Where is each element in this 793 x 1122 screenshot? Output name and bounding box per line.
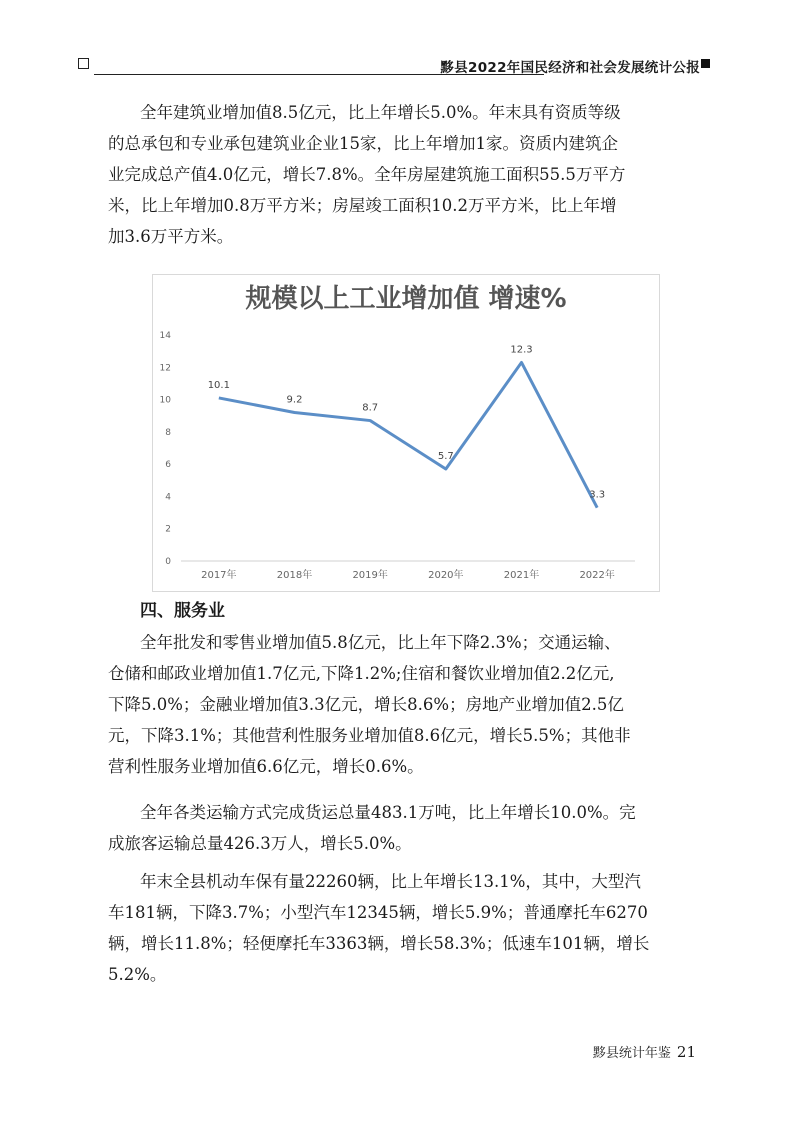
y-tick-label: 8 — [165, 427, 171, 438]
text-line: 5.2%。 — [108, 965, 167, 984]
paragraph-vehicles — [108, 866, 696, 990]
page-number: 21 — [676, 1043, 696, 1061]
data-label: 10.1 — [207, 379, 230, 391]
chart-title: 规模以上工业增加值 增速% — [245, 284, 567, 314]
header-square-icon — [78, 58, 89, 69]
y-axis-ticks — [160, 331, 172, 567]
page-header — [78, 56, 710, 78]
data-label: 8.7 — [362, 402, 379, 414]
y-tick-label: 12 — [159, 363, 171, 374]
chart-svg — [153, 275, 659, 591]
text-line: 全年各类运输方式完成货运总量483.1万吨，比上年增长10.0%。完 — [140, 803, 636, 822]
y-tick-label: 14 — [159, 331, 171, 341]
y-tick-label: 4 — [165, 492, 171, 503]
header-title: 黟县2022年国民经济和社会发展统计公报 — [440, 60, 700, 76]
x-tick-label: 2021年 — [503, 570, 540, 581]
text-line: 仓储和邮政业增加值1.7亿元,下降1.2%;住宿和餐饮业增加值2.2亿元, — [108, 664, 615, 683]
page-footer — [593, 1042, 696, 1061]
header-filled-square-icon — [701, 59, 710, 68]
x-axis-ticks — [201, 568, 615, 581]
y-tick-label: 2 — [165, 524, 171, 535]
line-chart — [152, 274, 660, 592]
x-tick-label: 2017年 — [201, 570, 237, 581]
text-line: 加3.6万平方米。 — [108, 227, 234, 246]
x-tick-label: 2020年 — [428, 570, 464, 581]
text-line: 营利性服务业增加值6.6亿元，增长0.6%。 — [108, 757, 424, 776]
text-line: 下降5.0%；金融业增加值3.3亿元，增长8.6%；房地产业增加值2.5亿 — [108, 695, 624, 714]
data-label: 3.3 — [589, 489, 606, 501]
text-line: 成旅客运输总量426.3万人，增长5.0%。 — [108, 834, 412, 853]
series-line — [219, 362, 597, 507]
text-line: 业完成总产值4.0亿元，增长7.8%。全年房屋建筑施工面积55.5万平方 — [108, 165, 626, 184]
text-line: 辆，增长11.8%；轻便摩托车3363辆，增长58.3%；低速车101辆，增长 — [108, 934, 650, 953]
data-label: 12.3 — [510, 344, 533, 356]
y-tick-label: 6 — [165, 460, 171, 471]
paragraph-construction — [108, 97, 696, 252]
text-line: 年末全县机动车保有量22260辆，比上年增长13.1%，其中，大型汽 — [140, 872, 641, 891]
x-tick-label: 2022年 — [579, 570, 615, 581]
text-line: 米，比上年增加0.8万平方米；房屋竣工面积10.2万平方米，比上年增 — [108, 196, 617, 215]
paragraph-services — [108, 627, 696, 782]
data-label: 9.2 — [286, 394, 303, 406]
x-tick-label: 2019年 — [352, 570, 388, 581]
section-title: 四、服务业 — [140, 601, 225, 621]
text-line: 全年批发和零售业增加值5.8亿元，比上年下降2.3%；交通运输、 — [140, 633, 621, 652]
text-line: 元，下降3.1%；其他营利性服务业增加值8.6亿元，增长5.5%；其他非 — [108, 726, 631, 745]
data-label: 5.7 — [437, 450, 454, 462]
y-tick-label: 10 — [159, 395, 171, 406]
paragraph-transport — [108, 797, 696, 859]
text-line: 的总承包和专业承包建筑业企业15家，比上年增加1家。资质内建筑企 — [108, 134, 618, 153]
text-line: 全年建筑业增加值8.5亿元，比上年增长5.0%。年末具有资质等级 — [140, 103, 621, 122]
x-tick-label: 2018年 — [276, 570, 313, 581]
y-tick-label: 0 — [165, 557, 171, 567]
data-labels — [208, 344, 605, 500]
text-line: 车181辆，下降3.7%；小型汽车12345辆，增长5.9%；普通摩托车6270 — [108, 903, 648, 922]
footer-label: 黟县统计年鉴 — [592, 1046, 671, 1061]
